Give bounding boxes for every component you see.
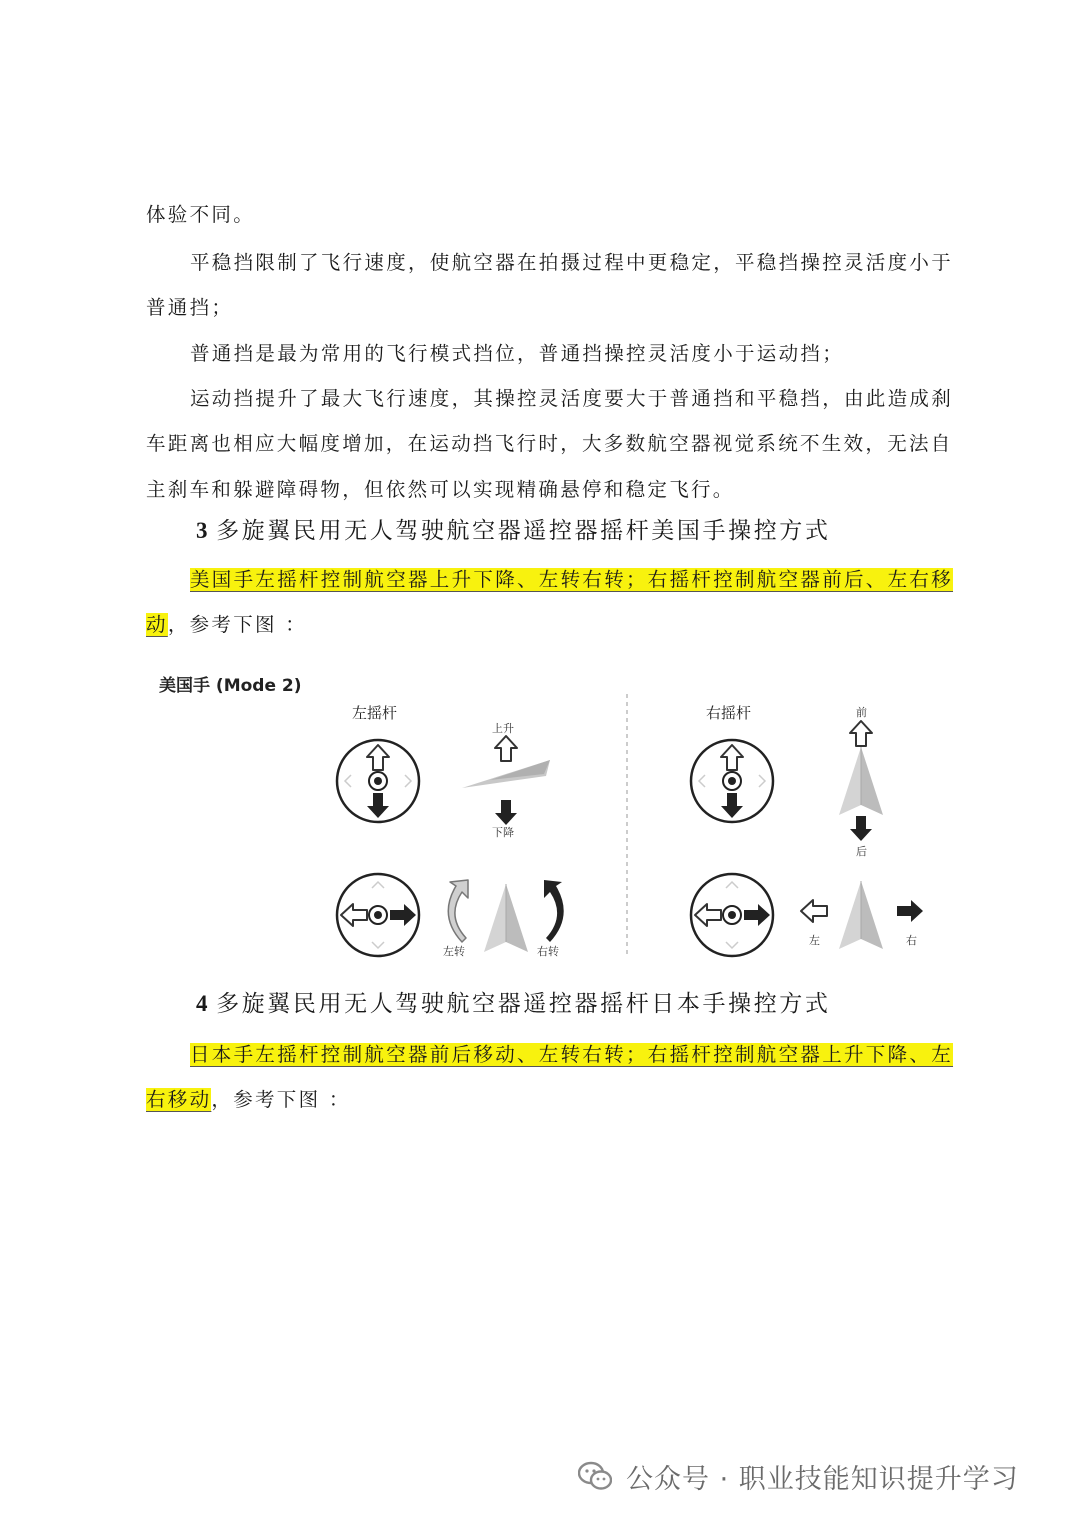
aircraft-icon [839,881,883,949]
highlight-line [146,1032,990,1078]
left-stick-label: 左摇杆 [352,704,398,722]
rotate-left-icon [448,880,468,942]
highlighted-text: 美国手左摇杆控制航空器上升下降、左转右转；右摇杆控制航空器前后、左右移 [190,568,954,591]
aircraft-icon [839,747,883,815]
paragraph-line: 主刹车和躲避障碍物，但依然可以实现精确悬停和稳定飞行。 [146,478,735,501]
backward-label: 后 [856,845,867,858]
right-stick-roll [691,874,773,956]
paragraph-line: 普通挡是最为常用的飞行模式挡位，普通挡操控灵活度小于运动挡； [190,342,845,365]
left-stick-updown [337,740,419,822]
wechat-icon [578,1461,612,1491]
left-arrow-icon [801,900,827,922]
section-title: 多旋翼民用无人驾驶航空器遥控器摇杆日本手操控方式 [216,991,831,1017]
ascend-label: 上升 [492,722,514,735]
paragraph-line: 体验不同。 [146,203,256,226]
mode2-stick-diagram [150,666,950,966]
paragraph-line: 平稳挡限制了飞行速度，使航空器在拍摄过程中更稳定，平稳挡操控灵活度小于 [190,251,954,274]
right-arrow-icon [897,900,923,922]
figure-title: 美国手 (Mode 2) [159,676,302,696]
section-heading-3 [196,512,831,545]
highlight-line: 右移动，参考下图 ： [146,1088,351,1111]
rotate-right-icon [544,880,564,942]
paragraph-line: 运动挡提升了最大飞行速度，其操控灵活度要大于普通挡和平稳挡，由此造成刹 [190,387,954,410]
right-stick-pitch [691,740,773,822]
right-label: 右 [906,934,917,947]
section-heading-4 [196,985,831,1018]
ascend-arrow-icon [495,736,517,761]
forward-arrow-icon [850,721,872,746]
highlight-line [146,557,990,603]
paragraph-line: 车距离也相应大幅度增加，在运动挡飞行时，大多数航空器视觉系统不生效，无法自 [146,432,953,455]
highlighted-text: 动 [146,613,168,636]
section-number: 3 [196,518,211,543]
highlight-line: 动，参考下图 ： [146,613,308,636]
right-stick-label: 右摇杆 [706,704,752,722]
section-title: 多旋翼民用无人驾驶航空器遥控器摇杆美国手操控方式 [216,518,831,544]
left-stick-yaw [337,874,419,956]
turn-right-label: 右转 [537,945,559,958]
highlighted-text: 日本手左摇杆控制航空器前后移动、左转右转；右摇杆控制航空器上升下降、左 [190,1043,954,1066]
watermark [578,1452,1019,1500]
descend-label: 下降 [492,826,514,839]
backward-arrow-icon [850,816,872,841]
aircraft-icon [484,884,528,952]
section-number: 4 [196,991,211,1016]
highlighted-text: 右移动 [146,1088,212,1111]
watermark-text: 公众号 · 职业技能知识提升学习 [626,1463,1019,1495]
turn-left-label: 左转 [443,945,465,958]
left-label: 左 [809,934,820,947]
descend-arrow-icon [495,800,517,825]
throttle-indicator [462,760,550,788]
paragraph-line: 普通挡； [146,296,234,319]
forward-label: 前 [856,706,867,719]
